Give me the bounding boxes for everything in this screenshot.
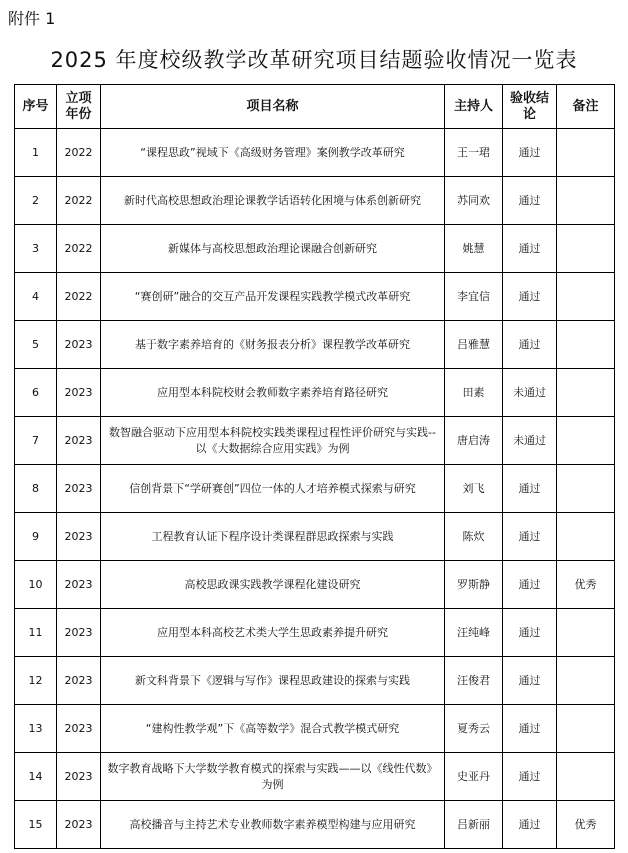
cell-year: 2023	[57, 561, 101, 609]
cell-index: 1	[15, 129, 57, 177]
cell-leader: 王一珺	[445, 129, 503, 177]
cell-remark	[557, 177, 615, 225]
cell-index: 9	[15, 513, 57, 561]
cell-project-name: 基于数字素养培育的《财务报表分析》课程教学改革研究	[101, 321, 445, 369]
cell-leader: 陈炊	[445, 513, 503, 561]
cell-result: 通过	[503, 465, 557, 513]
cell-remark	[557, 417, 615, 465]
cell-leader: 姚慧	[445, 225, 503, 273]
cell-leader: 唐启涛	[445, 417, 503, 465]
cell-leader: 罗斯静	[445, 561, 503, 609]
cell-remark: 优秀	[557, 801, 615, 849]
cell-index: 12	[15, 657, 57, 705]
cell-index: 15	[15, 801, 57, 849]
column-header-result: 验收结论	[503, 85, 557, 129]
cell-project-name: 工程教育认证下程序设计类课程群思政探索与实践	[101, 513, 445, 561]
table-row	[15, 609, 615, 657]
column-header-leader: 主持人	[445, 85, 503, 129]
cell-remark	[557, 273, 615, 321]
cell-project-name: 数字教育战略下大学数学教育模式的探索与实践——以《线性代数》为例	[101, 753, 445, 801]
cell-leader: 汪纯峰	[445, 609, 503, 657]
cell-leader: 夏秀云	[445, 705, 503, 753]
cell-index: 7	[15, 417, 57, 465]
table-row	[15, 177, 615, 225]
table-row	[15, 801, 615, 849]
cell-result: 未通过	[503, 369, 557, 417]
cell-index: 14	[15, 753, 57, 801]
table-row	[15, 657, 615, 705]
cell-project-name: “建构性教学观”下《高等数学》混合式教学模式研究	[101, 705, 445, 753]
cell-leader: 刘飞	[445, 465, 503, 513]
cell-remark	[557, 321, 615, 369]
cell-result: 通过	[503, 561, 557, 609]
cell-project-name: 信创背景下“学研赛创”四位一体的人才培养模式探索与研究	[101, 465, 445, 513]
cell-result: 通过	[503, 513, 557, 561]
cell-project-name: 新文科背景下《逻辑与写作》课程思政建设的探索与实践	[101, 657, 445, 705]
table-row	[15, 561, 615, 609]
cell-year: 2023	[57, 657, 101, 705]
cell-year: 2023	[57, 609, 101, 657]
table-row	[15, 465, 615, 513]
cell-remark	[557, 513, 615, 561]
cell-result: 通过	[503, 753, 557, 801]
cell-project-name: “赛创研”融合的交互产品开发课程实践教学模式改革研究	[101, 273, 445, 321]
cell-project-name: 新时代高校思想政治理论课教学话语转化困境与体系创新研究	[101, 177, 445, 225]
cell-index: 11	[15, 609, 57, 657]
cell-project-name: 高校播音与主持艺术专业教师数字素养模型构建与应用研究	[101, 801, 445, 849]
cell-year: 2022	[57, 273, 101, 321]
table-row	[15, 129, 615, 177]
cell-index: 2	[15, 177, 57, 225]
cell-result: 通过	[503, 129, 557, 177]
cell-year: 2022	[57, 129, 101, 177]
page-title: 2025 年度校级教学改革研究项目结题验收情况一览表	[50, 48, 578, 72]
cell-remark	[557, 225, 615, 273]
cell-remark: 优秀	[557, 561, 615, 609]
cell-index: 13	[15, 705, 57, 753]
table-row	[15, 753, 615, 801]
table-row	[15, 513, 615, 561]
cell-remark	[557, 657, 615, 705]
table-row	[15, 225, 615, 273]
cell-leader: 苏同欢	[445, 177, 503, 225]
column-header-remark: 备注	[557, 85, 615, 129]
cell-remark	[557, 609, 615, 657]
cell-leader: 汪俊君	[445, 657, 503, 705]
table-row	[15, 321, 615, 369]
cell-year: 2023	[57, 369, 101, 417]
cell-leader: 李宜信	[445, 273, 503, 321]
cell-year: 2022	[57, 177, 101, 225]
cell-year: 2023	[57, 801, 101, 849]
attachment-label: 附件 1	[8, 9, 56, 28]
cell-result: 通过	[503, 705, 557, 753]
cell-index: 6	[15, 369, 57, 417]
cell-index: 4	[15, 273, 57, 321]
cell-project-name: 高校思政课实践教学课程化建设研究	[101, 561, 445, 609]
cell-leader: 史亚丹	[445, 753, 503, 801]
table-row	[15, 417, 615, 465]
cell-result: 通过	[503, 321, 557, 369]
table-header-row	[15, 85, 615, 129]
cell-index: 5	[15, 321, 57, 369]
cell-year: 2023	[57, 705, 101, 753]
cell-year: 2022	[57, 225, 101, 273]
cell-project-name: 新媒体与高校思想政治理论课融合创新研究	[101, 225, 445, 273]
table-row	[15, 705, 615, 753]
cell-project-name: “课程思政”视域下《高级财务管理》案例教学改革研究	[101, 129, 445, 177]
cell-result: 通过	[503, 225, 557, 273]
cell-year: 2023	[57, 465, 101, 513]
cell-project-name: 应用型本科高校艺术类大学生思政素养提升研究	[101, 609, 445, 657]
cell-result: 通过	[503, 657, 557, 705]
cell-remark	[557, 129, 615, 177]
column-header-index: 序号	[15, 85, 57, 129]
cell-leader: 吕雅慧	[445, 321, 503, 369]
cell-year: 2023	[57, 513, 101, 561]
cell-result: 通过	[503, 801, 557, 849]
cell-year: 2023	[57, 321, 101, 369]
cell-result: 未通过	[503, 417, 557, 465]
cell-remark	[557, 465, 615, 513]
cell-year: 2023	[57, 417, 101, 465]
cell-result: 通过	[503, 273, 557, 321]
cell-index: 8	[15, 465, 57, 513]
cell-index: 3	[15, 225, 57, 273]
cell-project-name: 应用型本科院校财会教师数字素养培育路径研究	[101, 369, 445, 417]
column-header-year: 立项年份	[57, 85, 101, 129]
cell-year: 2023	[57, 753, 101, 801]
cell-leader: 田素	[445, 369, 503, 417]
cell-index: 10	[15, 561, 57, 609]
column-header-name: 项目名称	[101, 85, 445, 129]
results-table	[14, 84, 615, 849]
cell-remark	[557, 753, 615, 801]
cell-result: 通过	[503, 177, 557, 225]
table-row	[15, 369, 615, 417]
table-row	[15, 273, 615, 321]
cell-remark	[557, 705, 615, 753]
cell-remark	[557, 369, 615, 417]
cell-project-name: 数智融合驱动下应用型本科院校实践类课程过程性评价研究与实践--以《大数据综合应用实践》为例	[101, 417, 445, 465]
cell-leader: 吕新丽	[445, 801, 503, 849]
cell-result: 通过	[503, 609, 557, 657]
